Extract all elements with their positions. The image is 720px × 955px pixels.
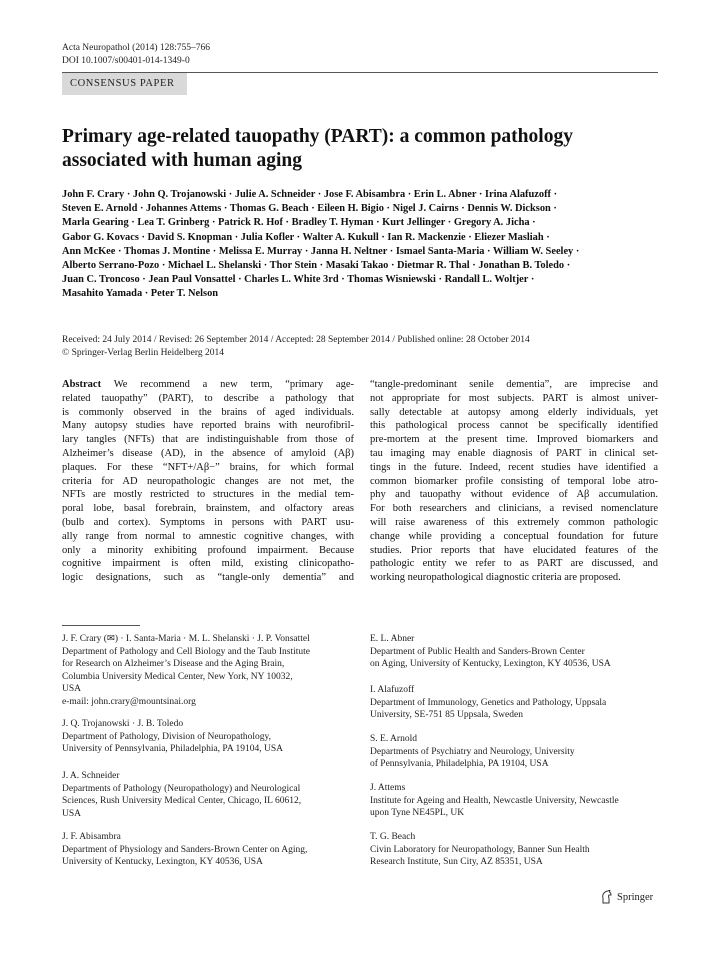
abstract-line: Many autopsy studies have reported brains with neurofibril-: [62, 420, 354, 432]
affiliation-line: Department of Immunology, Genetics and Pathology, Uppsala: [370, 697, 607, 708]
abstract-line: pathologic entity we refer to as PART are discussed, and: [370, 558, 658, 570]
author-line: John F. Crary · John Q. Trojanowski · Julie A. Schneider · Jose F. Abisambra · Erin L. Abner · Irina Alafuzoff ·: [62, 189, 558, 200]
abstract-line: phy and tauopathy without evidence of Aβ accumulation.: [370, 489, 658, 501]
abstract-line: common biomarker profile consisting of temporal lobe atro-: [370, 475, 658, 487]
abstract-line: NFTs are mostly restricted to structures in the medial tem-: [62, 489, 354, 501]
affiliation-line: E. L. Abner: [370, 634, 415, 644]
affiliation-line: Department of Public Health and Sanders-Brown Center: [370, 646, 585, 657]
abstract-line: “tangle-predominant senile dementia”, are imprecise and: [370, 379, 658, 390]
abstract-line: cognitive impairment is often mild, existing clinicopatho-: [62, 558, 354, 570]
abstract-line: working neuropathological diagnostic criteria are proposed.: [370, 572, 621, 584]
section-label: CONSENSUS PAPER: [62, 73, 187, 95]
affiliation-block: [62, 718, 354, 756]
abstract-line: lary tangles (NFTs) that are indistinguishable from those of: [62, 434, 354, 446]
author-line: Steven E. Arnold · Johannes Attems · Thomas G. Beach · Eileen H. Bigio · Nigel J. Cairns · Dennis W. Dickson ·: [62, 203, 557, 215]
citation-line: Acta Neuropathol (2014) 128:755–766: [62, 43, 211, 53]
affiliation-line: I. Alafuzoff: [370, 685, 415, 695]
affiliation-email: e-mail: john.crary@mountsinai.org: [62, 696, 196, 707]
affiliation-block: [62, 831, 354, 869]
abstract-left-column: [62, 378, 354, 585]
affiliation-line: J. F. Crary (✉) · I. Santa-Maria · M. L. Shelanski · J. P. Vonsattel: [62, 634, 310, 644]
affiliation-line: Institute for Ageing and Health, Newcastle University, Newcastle: [370, 795, 619, 806]
author-line: Juan C. Troncoso · Jean Paul Vonsattel · Charles L. White 3rd · Thomas Wisniewski · Randall L. Woltjer ·: [62, 274, 535, 286]
abstract-line: this pathological process cannot be specifically identified: [370, 420, 658, 432]
abstract-line: is commonly observed in the brains of aged individuals.: [62, 406, 354, 418]
affiliation-block: [370, 733, 658, 771]
affiliation-line: of Pennsylvania, Philadelphia, PA 19104, USA: [370, 759, 549, 770]
abstract-label: Abstract: [62, 379, 102, 390]
abstract-right-column: [370, 378, 658, 585]
affiliation-line: T. G. Beach: [370, 832, 416, 842]
affiliation-line: Departments of Pathology (Neuropathology) and Neurological: [62, 783, 301, 794]
affiliation-block: [62, 633, 354, 709]
affiliation-line: Department of Pathology, Division of Neuropathology,: [62, 731, 272, 742]
author-line: Masahito Yamada · Peter T. Nelson: [62, 288, 219, 300]
paper-title: [62, 125, 658, 173]
abstract-line: logic designations, such as “tangle-only dementia” and: [62, 572, 354, 584]
abstract-text: We recommend a new term, “primary age-: [101, 379, 354, 390]
affiliation-line: Department of Physiology and Sanders-Brown Center on Aging,: [62, 844, 308, 855]
affiliation-line: S. E. Arnold: [370, 734, 417, 744]
abstract-line: pre-mortem at the present time. Improved biomarkers and: [370, 434, 658, 446]
copyright-line: © Springer-Verlag Berlin Heidelberg 2014: [62, 348, 224, 358]
author-line: Marla Gearing · Lea T. Grinberg · Patrick R. Hof · Bradley T. Hyman · Kurt Jellinger · Gregory A. Jicha ·: [62, 217, 536, 229]
abstract-line: tau imaging may enable diagnosis of PART in clinical set-: [370, 447, 658, 459]
abstract-line: (bulb and cortex). Symptoms in persons with PART usu-: [62, 516, 354, 528]
affiliation-line: Department of Pathology and Cell Biology and the Taub Institute: [62, 646, 310, 657]
publication-dates: [62, 334, 530, 360]
affiliation-block: [370, 684, 658, 722]
title-line: Primary age-related tauopathy (PART): a common pathology: [62, 126, 573, 147]
affiliation-line: J. Q. Trojanowski · J. B. Toledo: [62, 719, 184, 729]
abstract-line: [62, 378, 354, 392]
publisher-mark: [600, 890, 653, 904]
affiliation-line: USA: [62, 684, 82, 695]
affiliation-line: University of Pennsylvania, Philadelphia, PA 19104, USA: [62, 744, 284, 755]
footnote-rule: [62, 625, 140, 626]
affiliation-block: [62, 770, 354, 820]
affiliation-line: J. A. Schneider: [62, 771, 120, 781]
abstract-line: criteria for AD neuropathologic changes are not met, the: [62, 475, 354, 487]
affiliation-line: Columbia University Medical Center, New York, NY 10032,: [62, 671, 293, 682]
abstract-line: studies. Prior reports that have elucidated features of the: [370, 544, 658, 556]
affiliation-line: J. Attems: [370, 783, 406, 793]
author-list: [62, 188, 662, 302]
affiliation-line: upon Tyne NE45PL, UK: [370, 808, 465, 819]
dates-line: Received: 24 July 2014 / Revised: 26 September 2014 / Accepted: 28 September 2014 / Published online: 28 October 2014: [62, 335, 530, 345]
abstract-line: tings in the future. Indeed, recent studies have identified a: [370, 461, 658, 473]
affiliation-line: Research Institute, Sun City, AZ 85351, USA: [370, 857, 543, 868]
affiliation-block: [370, 633, 658, 671]
affiliation-block: [370, 782, 658, 820]
affiliation-block: [370, 831, 658, 869]
affiliation-line: University, SE-751 85 Uppsala, Sweden: [370, 710, 523, 721]
affiliation-line: on Aging, University of Kentucky, Lexington, KY 40536, USA: [370, 659, 611, 670]
title-line: associated with human aging: [62, 150, 302, 171]
abstract-line: will raise awareness of this extremely common pathologic: [370, 516, 658, 528]
abstract-line: plaques. For these “NFT+/Aβ−” brains, for which formal: [62, 461, 354, 473]
affiliation-line: University of Kentucky, Lexington, KY 40536, USA: [62, 857, 263, 868]
abstract-line: poral lobe, basal forebrain, brainstem, and olfactory areas: [62, 503, 354, 515]
abstract-line: sally detectable at autopsy among elderly individuals, yet: [370, 406, 658, 418]
affiliation-line: USA: [62, 808, 82, 819]
affiliation-line: for Research on Alzheimer’s Disease and the Aging Brain,: [62, 659, 285, 670]
journal-citation: [62, 42, 210, 68]
affiliation-line: Civin Laboratory for Neuropathology, Banner Sun Health: [370, 844, 590, 855]
springer-horse-icon: [600, 890, 613, 904]
abstract-line: For both researchers and clinicians, a revised nomenclature: [370, 503, 658, 515]
affiliation-line: Sciences, Rush University Medical Center, Chicago, IL 60612,: [62, 796, 302, 807]
affiliation-line: Departments of Psychiatry and Neurology, University: [370, 746, 575, 757]
author-line: Ann McKee · Thomas J. Montine · Melissa E. Murray · Janna H. Neltner · Ismael Santa-Maria · William W. Seeley ·: [62, 245, 580, 257]
abstract-line: ally range from normal to amnestic cognitive changes, with: [62, 530, 354, 542]
doi-line: DOI 10.1007/s00401-014-1349-0: [62, 56, 190, 66]
author-line: Alberto Serrano-Pozo · Michael L. Shelanski · Thor Stein · Masaki Takao · Dietmar R. Thal · Jonathan B. Toledo ·: [62, 260, 571, 272]
publisher-name: Springer: [617, 891, 654, 903]
abstract-line: Alzheimer’s disease (AD), in the absence of amyloid (Aβ): [62, 447, 354, 459]
affiliation-line: J. F. Abisambra: [62, 832, 121, 842]
abstract-line: not appropriate for most subjects. PART is almost univer-: [370, 392, 658, 404]
abstract-line: change while providing a conceptual foundation for future: [370, 530, 658, 542]
author-line: Gabor G. Kovacs · David S. Knopman · Julia Kofler · Walter A. Kukull · Ian R. Mackenzie · Eliezer Masliah ·: [62, 231, 550, 243]
abstract-line: related tauopathy” (PART), to describe a pathology that: [62, 392, 354, 404]
abstract-line: only a minority exhibiting profound impairment. Because: [62, 544, 354, 556]
